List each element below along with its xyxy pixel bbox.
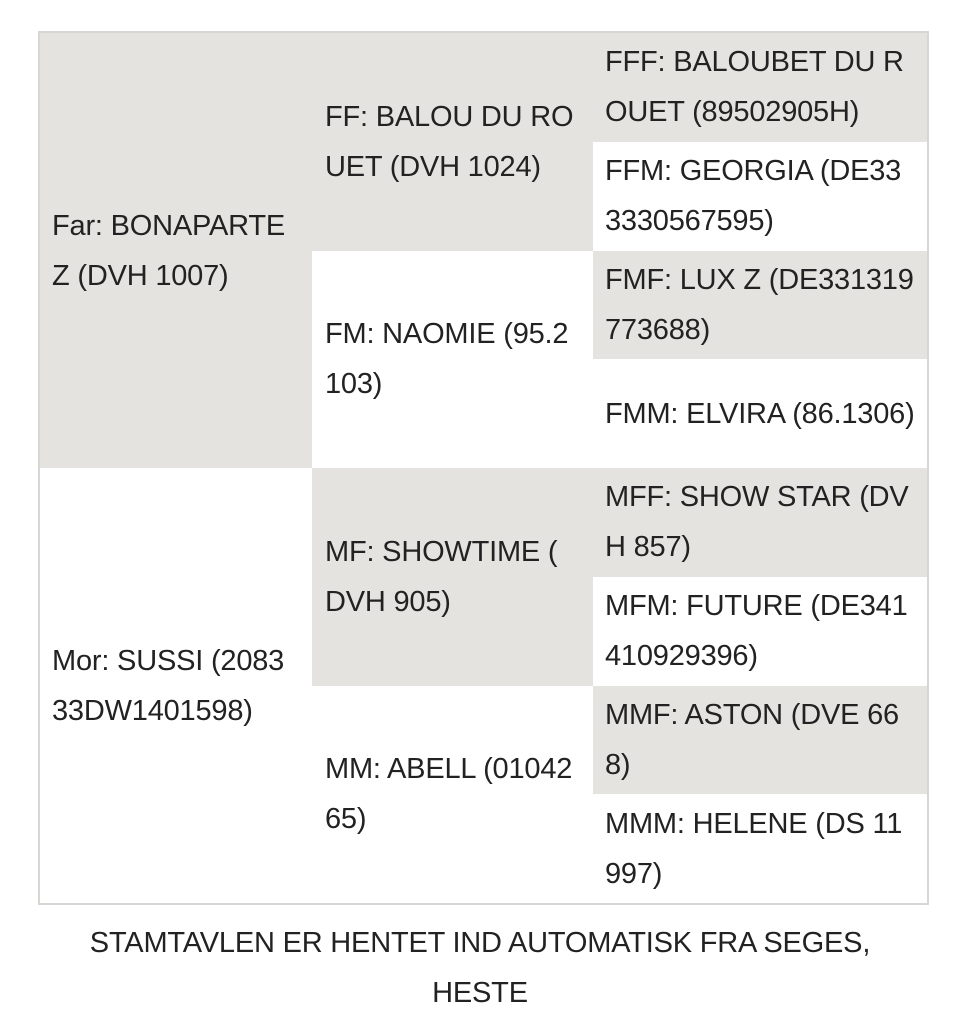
caption-text: STAMTAVLEN ER HENTET IND AUTOMATISK FRA SEGES, HESTE <box>89 927 871 1009</box>
pedigree-mother-dam: MM: ABELL (0104265) <box>312 686 593 904</box>
pedigree-fmm: FMM: ELVIRA (86.1306) <box>593 359 927 468</box>
pedigree-mmm: MMM: HELENE (DS 11997) <box>593 794 927 903</box>
pedigree-mff: MFF: SHOW STAR (DVH 857) <box>593 468 927 577</box>
pedigree-mother: Mor: SUSSI (208333DW1401598) <box>40 468 312 903</box>
pedigree-table <box>38 31 929 905</box>
pedigree-mfm: MFM: FUTURE (DE341410929396) <box>593 577 927 686</box>
pedigree-father-sire: FF: BALOU DU ROUET (DVH 1024) <box>312 33 593 251</box>
pedigree-father-dam: FM: NAOMIE (95.2103) <box>312 251 593 469</box>
pedigree-father: Far: BONAPARTE Z (DVH 1007) <box>40 33 312 468</box>
pedigree-fff: FFF: BALOUBET DU ROUET (89502905H) <box>593 33 927 142</box>
table-caption <box>0 918 960 1018</box>
pedigree-mmf: MMF: ASTON (DVE 668) <box>593 686 927 795</box>
pedigree-mother-sire: MF: SHOWTIME ( DVH 905) <box>312 468 593 686</box>
pedigree-ffm: FFM: GEORGIA (DE333330567595) <box>593 142 927 251</box>
pedigree-fmf: FMF: LUX Z (DE331319773688) <box>593 251 927 360</box>
